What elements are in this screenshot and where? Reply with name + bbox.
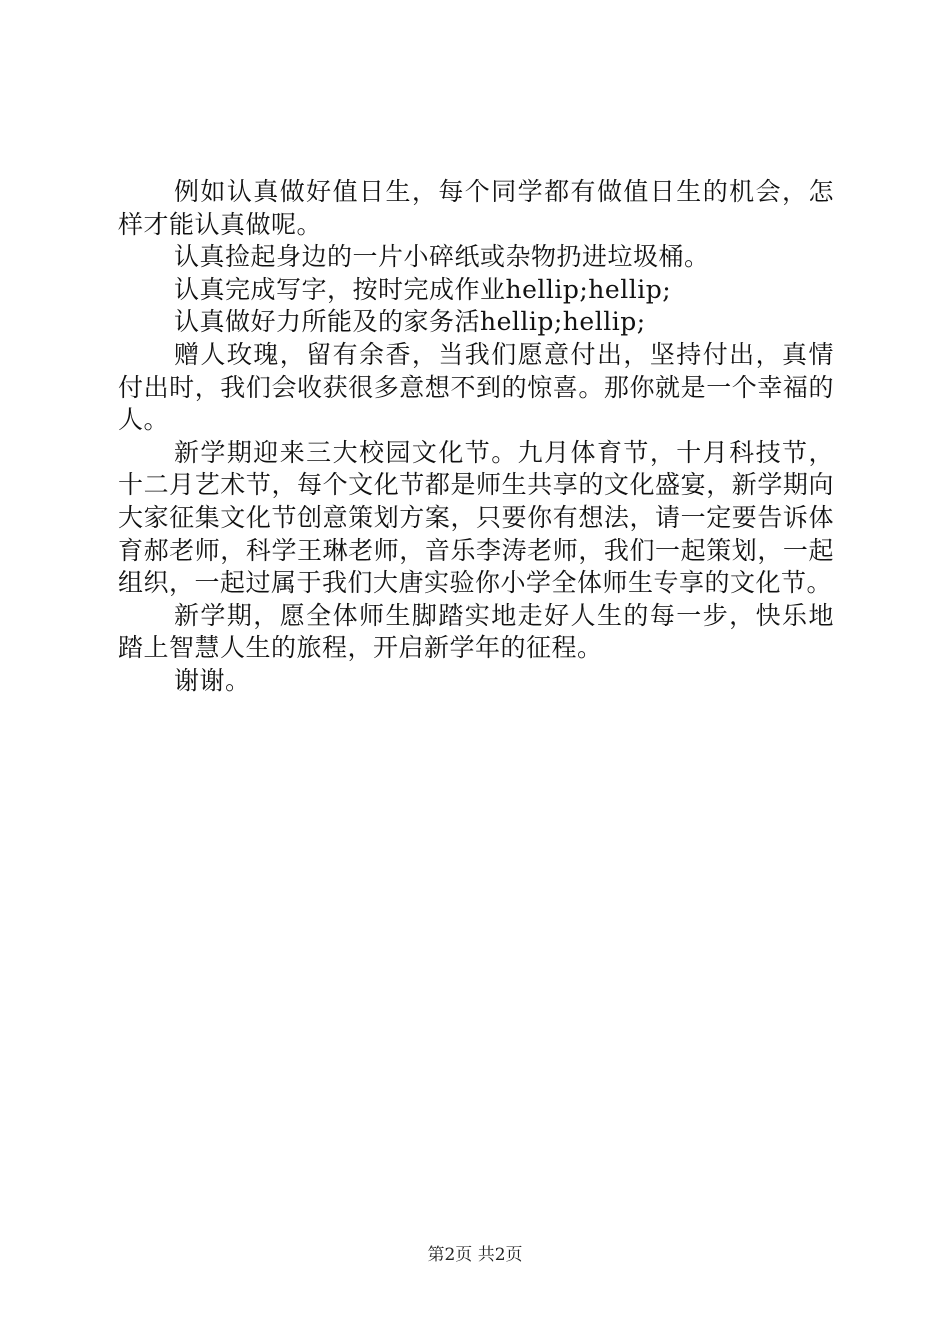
- paragraph: 新学期迎来三大校园文化节。九月体育节，十月科技节，十二月艺术节，每个文化节都是师生共享的文化盛宴，新学期向大家征集文化节创意策划方案，只要你有想法，请一定要告诉体育郝老师，科学王琳老师，音乐李涛老师，我们一起策划，一起组织，一起过属于我们大唐实验你小学全体师生专享的文化节。: [118, 437, 834, 598]
- paragraph: 认真做好力所能及的家务活hellip;hellip;: [174, 307, 646, 337]
- document-body: [118, 176, 834, 698]
- paragraph: 例如认真做好值日生，每个同学都有做值日生的机会，怎样才能认真做呢。: [118, 177, 834, 239]
- paragraph: 赠人玫瑰，留有余香，当我们愿意付出，坚持付出，真情付出时，我们会收获很多意想不到的惊喜。那你就是一个幸福的人。: [118, 339, 834, 435]
- page-number: 第2页 共2页: [427, 1245, 523, 1265]
- paragraph: 认真完成写字，按时完成作业hellip;hellip;: [174, 274, 672, 304]
- paragraph: 谢谢。: [174, 665, 251, 695]
- page-footer: [0, 1243, 950, 1267]
- paragraph: 新学期，愿全体师生脚踏实地走好人生的每一步，快乐地踏上智慧人生的旅程，开启新学年的征程。: [118, 600, 834, 663]
- paragraph: 认真捡起身边的一片小碎纸或杂物扔进垃圾桶。: [174, 242, 710, 272]
